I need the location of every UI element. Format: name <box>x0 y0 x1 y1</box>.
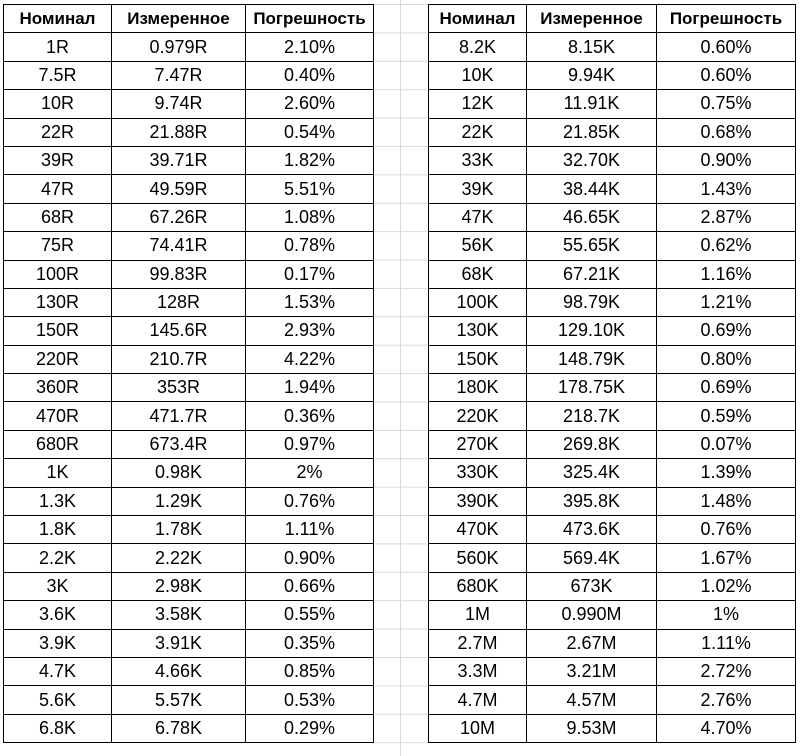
cell-nominal[interactable]: 100K <box>429 288 527 316</box>
cell-measured[interactable]: 5.57K <box>112 686 246 714</box>
cell-nominal[interactable]: 150K <box>429 345 527 373</box>
header-row <box>4 5 374 33</box>
table-row <box>429 288 796 316</box>
table-row <box>429 90 796 118</box>
cell-nominal[interactable]: 390K <box>429 487 527 515</box>
table-row <box>4 118 374 146</box>
cell-nominal[interactable]: 330K <box>429 459 527 487</box>
cell-nominal[interactable]: 680R <box>4 430 112 458</box>
cell-error[interactable]: 2% <box>246 459 374 487</box>
cell-nominal[interactable]: 68K <box>429 260 527 288</box>
cell-nominal[interactable]: 220R <box>4 345 112 373</box>
cell-measured[interactable]: 32.70K <box>527 146 657 174</box>
table-row <box>429 487 796 515</box>
cell-error[interactable]: 0.80% <box>657 345 796 373</box>
cell-measured[interactable]: 0.979R <box>112 33 246 61</box>
cell-nominal[interactable]: 100R <box>4 260 112 288</box>
cell-nominal[interactable]: 5.6K <box>4 686 112 714</box>
cell-error[interactable]: 4.22% <box>246 345 374 373</box>
resistor-table-right <box>428 4 796 743</box>
cell-measured[interactable]: 4.66K <box>112 657 246 685</box>
cell-nominal[interactable]: 47K <box>429 203 527 231</box>
cell-measured[interactable]: 46.65K <box>527 203 657 231</box>
cell-measured[interactable]: 1.78K <box>112 516 246 544</box>
cell-error[interactable]: 0.90% <box>657 146 796 174</box>
cell-error[interactable]: 2.60% <box>246 90 374 118</box>
cell-measured[interactable]: 6.78K <box>112 714 246 742</box>
cell-measured[interactable]: 473.6K <box>527 516 657 544</box>
table-row <box>4 516 374 544</box>
cell-measured[interactable]: 21.88R <box>112 118 246 146</box>
table-row <box>4 288 374 316</box>
cell-error[interactable]: 0.76% <box>246 487 374 515</box>
cell-measured[interactable]: 269.8K <box>527 430 657 458</box>
cell-nominal[interactable]: 1.3K <box>4 487 112 515</box>
table-row <box>429 146 796 174</box>
table-row <box>4 317 374 345</box>
cell-error[interactable]: 0.68% <box>657 118 796 146</box>
cell-nominal[interactable]: 12K <box>429 90 527 118</box>
cell-nominal[interactable]: 2.7M <box>429 629 527 657</box>
cell-nominal[interactable]: 470K <box>429 516 527 544</box>
table-row <box>4 657 374 685</box>
table-row <box>4 629 374 657</box>
cell-measured[interactable]: 128R <box>112 288 246 316</box>
table-row <box>4 374 374 402</box>
cell-error[interactable]: 5.51% <box>246 175 374 203</box>
table-body-left <box>4 33 374 743</box>
cell-error[interactable]: 4.70% <box>657 714 796 742</box>
cell-error[interactable]: 0.35% <box>246 629 374 657</box>
cell-measured[interactable]: 3.91K <box>112 629 246 657</box>
table-row <box>429 232 796 260</box>
table-row <box>429 317 796 345</box>
cell-error[interactable]: 0.90% <box>246 544 374 572</box>
cell-error[interactable]: 0.60% <box>657 61 796 89</box>
cell-measured[interactable]: 7.47R <box>112 61 246 89</box>
cell-measured[interactable]: 74.41R <box>112 232 246 260</box>
table-row <box>4 90 374 118</box>
table-row <box>429 118 796 146</box>
cell-measured[interactable]: 673.4R <box>112 430 246 458</box>
table-row <box>429 33 796 61</box>
cell-measured[interactable]: 98.79K <box>527 288 657 316</box>
cell-measured[interactable]: 55.65K <box>527 232 657 260</box>
cell-error[interactable]: 0.85% <box>246 657 374 685</box>
cell-error[interactable]: 1.11% <box>657 629 796 657</box>
cell-error[interactable]: 0.69% <box>657 317 796 345</box>
table-row <box>4 601 374 629</box>
cell-measured[interactable]: 218.7K <box>527 402 657 430</box>
cell-measured[interactable]: 210.7R <box>112 345 246 373</box>
cell-nominal[interactable]: 10K <box>429 61 527 89</box>
table-row <box>429 516 796 544</box>
cell-measured[interactable]: 49.59R <box>112 175 246 203</box>
cell-error[interactable]: 0.54% <box>246 118 374 146</box>
table-row <box>429 572 796 600</box>
cell-measured[interactable]: 9.74R <box>112 90 246 118</box>
cell-nominal[interactable]: 360R <box>4 374 112 402</box>
cell-error[interactable]: 1.94% <box>246 374 374 402</box>
cell-error[interactable]: 0.40% <box>246 61 374 89</box>
cell-nominal[interactable]: 1R <box>4 33 112 61</box>
cell-nominal[interactable]: 4.7K <box>4 657 112 685</box>
table-row <box>429 686 796 714</box>
header-error[interactable]: Погрешность <box>246 5 374 33</box>
cell-nominal[interactable]: 1M <box>429 601 527 629</box>
table-row <box>4 232 374 260</box>
cell-nominal[interactable]: 75R <box>4 232 112 260</box>
cell-measured[interactable]: 4.57M <box>527 686 657 714</box>
cell-nominal[interactable]: 470R <box>4 402 112 430</box>
cell-measured[interactable]: 67.26R <box>112 203 246 231</box>
cell-error[interactable]: 0.29% <box>246 714 374 742</box>
cell-error[interactable]: 1.21% <box>657 288 796 316</box>
table-row <box>4 345 374 373</box>
cell-measured[interactable]: 2.98K <box>112 572 246 600</box>
cell-error[interactable]: 0.59% <box>657 402 796 430</box>
cell-measured[interactable]: 1.29K <box>112 487 246 515</box>
table-row <box>4 572 374 600</box>
cell-measured[interactable]: 148.79K <box>527 345 657 373</box>
resistor-table-left <box>3 4 374 743</box>
cell-error[interactable]: 1.16% <box>657 260 796 288</box>
cell-nominal[interactable]: 68R <box>4 203 112 231</box>
empty-gridline-gap <box>373 0 428 756</box>
cell-measured[interactable]: 99.83R <box>112 260 246 288</box>
header-measured[interactable]: Измеренное <box>527 5 657 33</box>
cell-nominal[interactable]: 220K <box>429 402 527 430</box>
table-row <box>429 175 796 203</box>
cell-nominal[interactable]: 3K <box>4 572 112 600</box>
table-row <box>429 714 796 742</box>
cell-error[interactable]: 0.76% <box>657 516 796 544</box>
cell-error[interactable]: 1.67% <box>657 544 796 572</box>
cell-measured[interactable]: 21.85K <box>527 118 657 146</box>
cell-error[interactable]: 0.55% <box>246 601 374 629</box>
cell-nominal[interactable]: 130K <box>429 317 527 345</box>
cell-nominal[interactable]: 7.5R <box>4 61 112 89</box>
cell-measured[interactable]: 2.67M <box>527 629 657 657</box>
cell-error[interactable]: 0.97% <box>246 430 374 458</box>
cell-error[interactable]: 2.76% <box>657 686 796 714</box>
cell-measured[interactable]: 9.94K <box>527 61 657 89</box>
header-nominal[interactable]: Номинал <box>4 5 112 33</box>
cell-error[interactable]: 0.60% <box>657 33 796 61</box>
table-row <box>429 203 796 231</box>
cell-nominal[interactable]: 22K <box>429 118 527 146</box>
cell-measured[interactable]: 11.91K <box>527 90 657 118</box>
cell-measured[interactable]: 9.53M <box>527 714 657 742</box>
table-row <box>429 402 796 430</box>
cell-nominal[interactable]: 180K <box>429 374 527 402</box>
table-row <box>429 374 796 402</box>
cell-error[interactable]: 2.93% <box>246 317 374 345</box>
cell-measured[interactable]: 3.58K <box>112 601 246 629</box>
table-row <box>4 430 374 458</box>
cell-error[interactable]: 0.36% <box>246 402 374 430</box>
cell-error[interactable]: 0.75% <box>657 90 796 118</box>
cell-error[interactable]: 0.07% <box>657 430 796 458</box>
cell-measured[interactable]: 353R <box>112 374 246 402</box>
cell-nominal[interactable]: 4.7M <box>429 686 527 714</box>
cell-measured[interactable]: 0.98K <box>112 459 246 487</box>
cell-nominal[interactable]: 10R <box>4 90 112 118</box>
cell-nominal[interactable]: 270K <box>429 430 527 458</box>
cell-nominal[interactable]: 10M <box>429 714 527 742</box>
table-row <box>4 544 374 572</box>
cell-error[interactable]: 1% <box>657 601 796 629</box>
cell-error[interactable]: 1.48% <box>657 487 796 515</box>
cell-error[interactable]: 1.08% <box>246 203 374 231</box>
cell-measured[interactable]: 395.8K <box>527 487 657 515</box>
table-row <box>4 146 374 174</box>
table-body-right <box>429 33 796 743</box>
cell-measured[interactable]: 67.21K <box>527 260 657 288</box>
cell-error[interactable]: 0.53% <box>246 686 374 714</box>
table-row <box>4 459 374 487</box>
cell-error[interactable]: 0.69% <box>657 374 796 402</box>
cell-nominal[interactable]: 22R <box>4 118 112 146</box>
cell-nominal[interactable]: 2.2K <box>4 544 112 572</box>
cell-measured[interactable]: 0.990M <box>527 601 657 629</box>
table-row <box>4 33 374 61</box>
cell-measured[interactable]: 569.4K <box>527 544 657 572</box>
table-row <box>4 203 374 231</box>
cell-error[interactable]: 2.72% <box>657 657 796 685</box>
cell-measured[interactable]: 129.10K <box>527 317 657 345</box>
cell-nominal[interactable]: 56K <box>429 232 527 260</box>
cell-measured[interactable]: 39.71R <box>112 146 246 174</box>
cell-nominal[interactable]: 39K <box>429 175 527 203</box>
cell-nominal[interactable]: 39R <box>4 146 112 174</box>
cell-measured[interactable]: 3.21M <box>527 657 657 685</box>
cell-measured[interactable]: 325.4K <box>527 459 657 487</box>
cell-error[interactable]: 1.11% <box>246 516 374 544</box>
header-nominal[interactable]: Номинал <box>429 5 527 33</box>
cell-error[interactable]: 0.78% <box>246 232 374 260</box>
cell-measured[interactable]: 8.15K <box>527 33 657 61</box>
cell-nominal[interactable]: 6.8K <box>4 714 112 742</box>
cell-error[interactable]: 0.66% <box>246 572 374 600</box>
cell-measured[interactable]: 178.75K <box>527 374 657 402</box>
cell-error[interactable]: 1.43% <box>657 175 796 203</box>
header-measured[interactable]: Измеренное <box>112 5 246 33</box>
header-error[interactable]: Погрешность <box>657 5 796 33</box>
cell-error[interactable]: 0.62% <box>657 232 796 260</box>
cell-error[interactable]: 2.87% <box>657 203 796 231</box>
table-row <box>4 686 374 714</box>
cell-nominal[interactable]: 1.8K <box>4 516 112 544</box>
cell-error[interactable]: 1.02% <box>657 572 796 600</box>
cell-measured[interactable]: 38.44K <box>527 175 657 203</box>
header-row <box>429 5 796 33</box>
cell-error[interactable]: 2.10% <box>246 33 374 61</box>
table-row <box>429 657 796 685</box>
table-row <box>429 629 796 657</box>
table-row <box>4 487 374 515</box>
cell-error[interactable]: 1.82% <box>246 146 374 174</box>
table-row <box>4 61 374 89</box>
table-row <box>4 402 374 430</box>
cell-nominal[interactable]: 680K <box>429 572 527 600</box>
table-row <box>429 601 796 629</box>
cell-error[interactable]: 0.17% <box>246 260 374 288</box>
cell-error[interactable]: 1.53% <box>246 288 374 316</box>
table-row <box>4 714 374 742</box>
cell-nominal[interactable]: 130R <box>4 288 112 316</box>
cell-measured[interactable]: 673K <box>527 572 657 600</box>
cell-measured[interactable]: 145.6R <box>112 317 246 345</box>
cell-nominal[interactable]: 3.6K <box>4 601 112 629</box>
cell-nominal[interactable]: 8.2K <box>429 33 527 61</box>
cell-nominal[interactable]: 150R <box>4 317 112 345</box>
table-row <box>429 345 796 373</box>
table-row <box>429 459 796 487</box>
cell-nominal[interactable]: 3.3M <box>429 657 527 685</box>
cell-nominal[interactable]: 560K <box>429 544 527 572</box>
cell-measured[interactable]: 2.22K <box>112 544 246 572</box>
cell-nominal[interactable]: 1K <box>4 459 112 487</box>
table-row <box>429 544 796 572</box>
table-row <box>429 260 796 288</box>
cell-nominal[interactable]: 33K <box>429 146 527 174</box>
table-row <box>429 430 796 458</box>
cell-nominal[interactable]: 47R <box>4 175 112 203</box>
table-row <box>4 260 374 288</box>
cell-measured[interactable]: 471.7R <box>112 402 246 430</box>
table-row <box>4 175 374 203</box>
cell-error[interactable]: 1.39% <box>657 459 796 487</box>
table-row <box>429 61 796 89</box>
cell-nominal[interactable]: 3.9K <box>4 629 112 657</box>
